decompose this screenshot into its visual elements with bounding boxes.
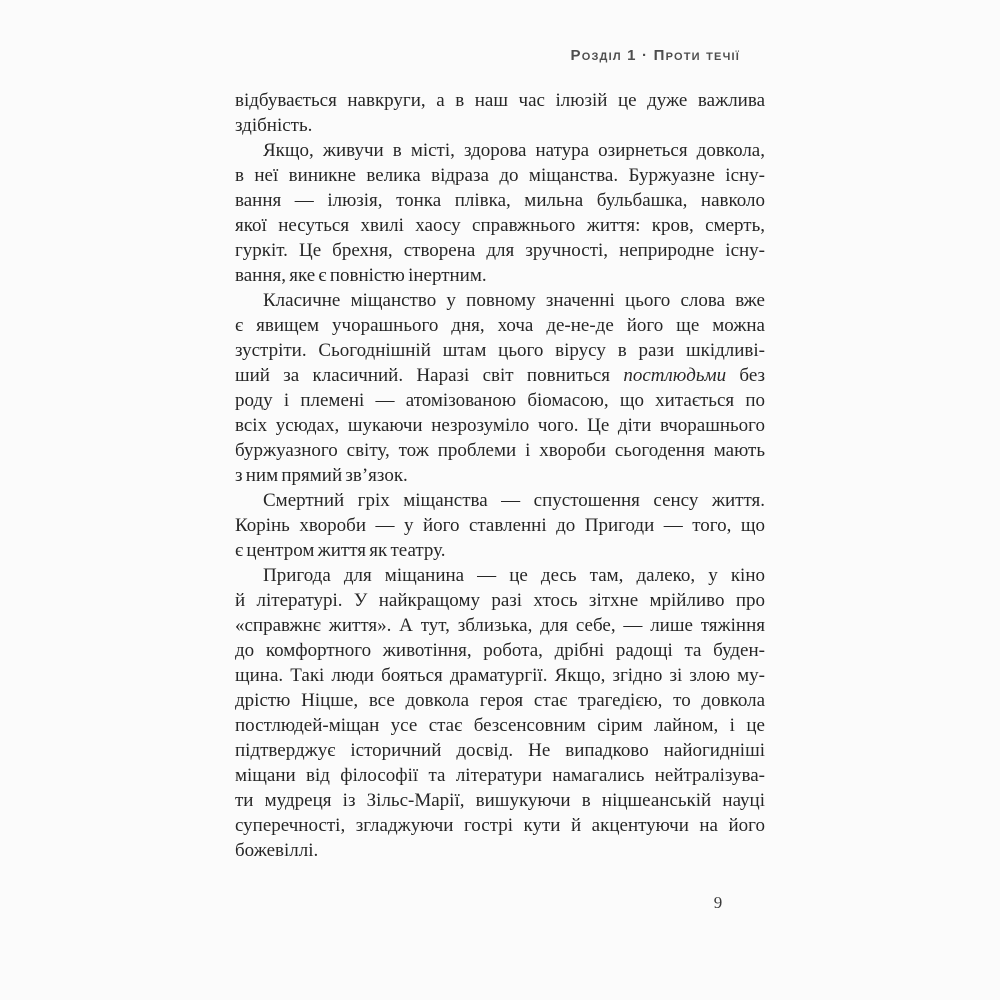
text-line: дрістю Ніцше, все довкола героя стає трагедією, то довкола [235,690,765,711]
text-line: вання — ілюзія, тонка плівка, мильна бульбашка, навколо [235,190,765,211]
paragraph [235,288,765,488]
running-header: Розділ 1 · Проти течії [570,47,740,64]
text-line: є центром життя як театру. [235,540,446,561]
text-line: Пригода для міщанина — це десь там, далеко, у кіно [263,565,765,586]
text-line: підтверджує історичний досвід. Не випадково найогидніші [235,740,765,761]
paragraph [235,88,765,138]
text-line: ти мудреця із Зільс-Марії, вишукуючи в ніцшеанській науці [235,790,765,811]
text-line: є явищем учорашнього дня, хоча де-не-де його ще можна [235,315,765,336]
text-line: гуркіт. Це брехня, створена для зручності, неприродне існу- [235,240,765,261]
text-line: й літературі. У найкращому разі хтось зітхне мрійливо про [235,590,765,611]
text-line: з ним прямий зв’язок. [235,465,408,486]
text-line: суперечності, згладжуючи гострі кути й акцентуючи на його [235,815,765,836]
text-line: міщани від філософії та літератури намагались нейтралізува- [235,765,765,786]
text-line: роду і племені — атомізованою біомасою, що хитається по [235,390,765,411]
text-line: всіх усюдах, шукаючи незрозуміло чого. Це діти вчорашнього [235,415,765,436]
text-line: вання, яке є повністю інертним. [235,265,487,286]
text-line: ший за класичний. Наразі світ повниться постлюдьми без [235,365,765,386]
text-line: якої несуться хвилі хаосу справжнього життя: кров, смерть, [235,215,765,236]
text-line: в неї виникне велика відраза до міщанства. Буржуазне існу- [235,165,765,186]
text-line: Смертний гріх міщанства — спустошення сенсу життя. [263,490,765,511]
text-line: «справжнє життя». А тут, зблизька, для себе, — лише тяжіння [235,615,765,636]
paragraph [235,488,765,563]
text-line: зустріти. Сьогоднішній штам цього вірусу в рази шкідливі- [235,340,765,361]
text-line: постлюдей-міщан усе стає безсенсовним сірим лайном, і це [235,715,765,736]
text-line: Корінь хвороби — у його ставленні до Пригоди — того, що [235,515,765,536]
body-text-block [235,88,765,863]
text-line: буржуазного світу, тож проблеми і хвороби сьогодення мають [235,440,765,461]
page-number: 9 [713,893,723,912]
paragraph [235,563,765,863]
text-line: Класичне міщанство у повному значенні цього слова вже [263,290,765,311]
text-line: до комфортного животіння, робота, дрібні радощі та буден- [235,640,765,661]
text-line: щина. Такі люди бояться драматургії. Якщо, згідно зі злою му- [235,665,765,686]
text-line: здібність. [235,115,313,136]
text-line: відбувається навкруги, а в наш час ілюзій це дуже важлива [235,90,765,111]
paragraph [235,138,765,288]
text-line: божевіллі. [235,840,319,861]
text-line: Якщо, живучи в місті, здорова натура озирнеться довкола, [263,140,765,161]
